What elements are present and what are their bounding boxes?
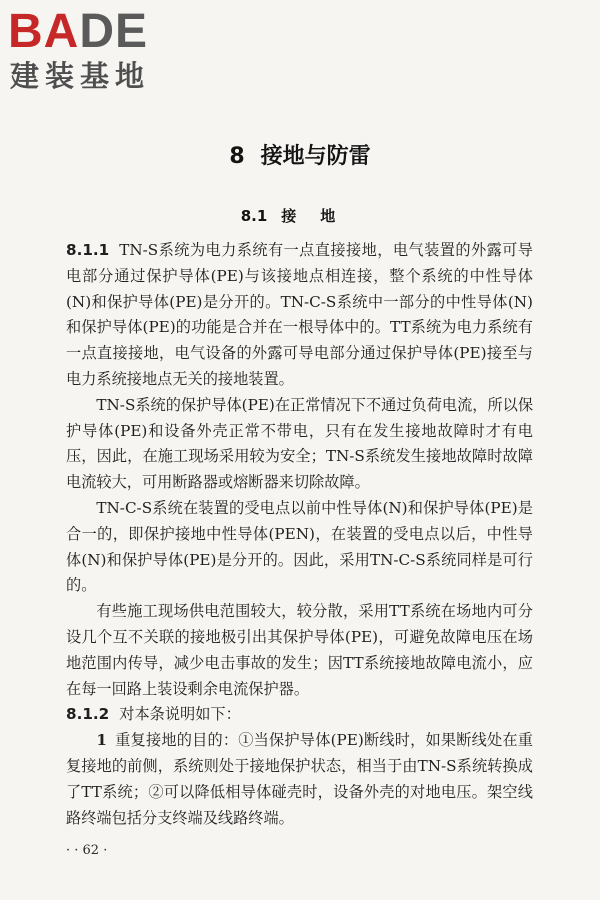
section-number: 8.1 <box>240 207 268 225</box>
clause-8-1-1 <box>66 238 533 393</box>
paragraph: 有些施工现场供电范围较大，较分散，采用TT系统在场地内可分设几个互不关联的接地极引出其保护导体(PE)，可避免故障电压在场地范围内传导，减少电击事故的发生；因TT系统接地故障电流小，应在每一回路上装设剩余电流保护器。 <box>66 602 533 698</box>
section-title <box>0 206 600 226</box>
clause-8-1-2 <box>66 702 533 728</box>
chapter-number: 8 <box>229 144 245 169</box>
clause-number: 8.1.2 <box>66 705 110 724</box>
section-title-text: 接地 <box>281 207 360 225</box>
document-body <box>66 238 533 831</box>
clause-number: 8.1.1 <box>66 241 110 259</box>
clause-text: TN-S系统为电力系统有一点直接接地，电气装置的外露可导电部分通过保护导体(PE)与该接地点相连接，整个系统的中性导体(N)和保护导体(PE)是分开的。TN-C-S系统中一部分的中性导体(N)和保护导体(PE)的功能是合并在一根导体中的。TT系统为电力系统有一点直接接地，电气设备的外露可导电部分通过保护导体(PE)接至与电力系统接地点无关的接地装置。 <box>66 241 533 388</box>
clause-text: 对本条说明如下： <box>119 705 241 724</box>
logo-subtitle: 建装基地 <box>10 59 151 93</box>
chapter-title <box>0 144 600 170</box>
bade-logo <box>8 6 178 94</box>
paragraph: TN-C-S系统在装置的受电点以前中性导体(N)和保护导体(PE)是合一的，即保护接地中性导体(PEN)，在装置的受电点以后，中性导体(N)和保护导体(PE)是分开的。因此，采用TN-C-S系统同样是可行的。 <box>66 498 533 595</box>
item-text: 重复接地的目的：①当保护导体(PE)断线时，如果断线处在重复接地的前侧，系统则处于接地保护状态，相当于由TN-S系统转换成了TT系统；②可以降低相导体碰壳时，设备外壳的对地电压。架空线路终端包括分支终端及线路终端。 <box>66 731 533 827</box>
paragraph: TN-S系统的保护导体(PE)在正常情况下不通过负荷电流，所以保护导体(PE)和设备外壳正常不带电，只有在发生接地故障时才有电压，因此，在施工现场采用较为安全；TN-S系统发生接地故障时故障电流较大，可用断路器或熔断器来切除故障。 <box>66 395 534 492</box>
logo-wordmark <box>8 6 148 58</box>
logo-rest-letters: DE <box>79 5 149 58</box>
item-number: 1 <box>96 731 107 750</box>
list-item <box>66 728 533 831</box>
chapter-title-text: 接地与防雷 <box>260 144 371 169</box>
page-number: · · 62 · <box>66 843 108 858</box>
logo-accent-letters: BA <box>8 5 80 58</box>
